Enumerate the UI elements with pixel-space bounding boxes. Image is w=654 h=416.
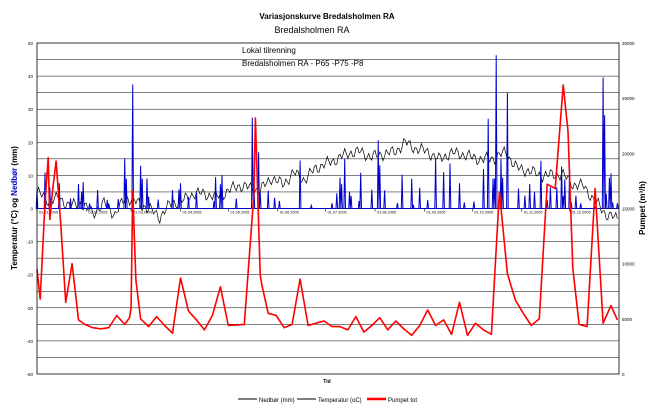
y-left-tick-label: 30 xyxy=(27,107,33,113)
y-left-tick-label: -20 xyxy=(26,272,33,278)
x-tick-label: 01.07.2005 xyxy=(327,210,347,215)
legend-label-nedbor: Nedbør (mm) xyxy=(259,398,295,404)
y-right-tick-label: 10000 xyxy=(622,261,635,267)
left-axis-ticks xyxy=(26,41,33,377)
y-right-tick-label: 20000 xyxy=(622,151,635,157)
x-tick-label: 01.03.2005 xyxy=(133,210,153,215)
x-tick-label: 01.02.2005 xyxy=(88,210,108,215)
legend-label-pumpet: Pumpet tot xyxy=(388,398,418,404)
x-tick-label: 01.06.2005 xyxy=(279,210,299,215)
y-left-tick-label: 0 xyxy=(30,206,33,212)
y-right-tick-label: 25000 xyxy=(622,96,635,102)
series-nedbor-line xyxy=(36,55,619,208)
y-left-tick-label: 10 xyxy=(27,173,33,179)
annotation-line-2: Bredalsholmen RA - P65 -P75 -P8 xyxy=(242,59,364,68)
y-left-tick-label: 50 xyxy=(27,41,33,46)
annotation-line-1: Lokal tilrenning xyxy=(242,46,296,55)
x-axis-label: Tid xyxy=(323,379,331,385)
series-layer xyxy=(36,55,619,335)
y-right-tick-label: 30000 xyxy=(622,41,635,46)
y-axis-right-label: Pumpet (m³/h) xyxy=(638,181,647,235)
y-right-tick-label: 0 xyxy=(622,372,625,377)
y-left-tick-label: 20 xyxy=(27,140,33,146)
y-left-tick-label: -50 xyxy=(26,372,33,377)
y-left-tick-label: -10 xyxy=(26,239,33,245)
x-tick-label: 01.12.2005 xyxy=(571,210,591,215)
x-tick-label: 01.01.2005 xyxy=(39,210,59,215)
y-right-tick-label: 15000 xyxy=(622,206,635,212)
chart-subtitle: Bredalsholmen RA xyxy=(274,25,350,35)
y-right-tick-label: 5000 xyxy=(622,316,633,322)
y-left-tick-label: -40 xyxy=(26,338,33,344)
x-tick-label: 01.04.2005 xyxy=(182,210,202,215)
right-axis-ticks xyxy=(622,41,635,377)
x-tick-label: 01.11.2005 xyxy=(523,210,543,215)
x-axis-ticks xyxy=(37,209,619,215)
y-left-label-part-3: (mm) xyxy=(10,146,19,168)
legend xyxy=(238,398,417,404)
x-tick-label: 01.10.2005 xyxy=(474,210,494,215)
x-tick-label: 01.09.2005 xyxy=(426,210,446,215)
y-left-tick-label: -30 xyxy=(26,305,33,311)
y-left-label-part-1: Temperatur (°C) og xyxy=(10,195,19,270)
legend-label-temperatur: Temperatur (oC) xyxy=(318,398,362,404)
chart-title: Variasjonskurve Bredalsholmen RA xyxy=(259,12,395,21)
y-axis-left-label xyxy=(10,146,19,270)
y-left-tick-label: 40 xyxy=(27,74,33,80)
x-tick-label: 01.05.2005 xyxy=(230,210,250,215)
y-left-label-part-2: Nedbør xyxy=(10,167,19,196)
x-tick-label: 01.08.2005 xyxy=(377,210,397,215)
